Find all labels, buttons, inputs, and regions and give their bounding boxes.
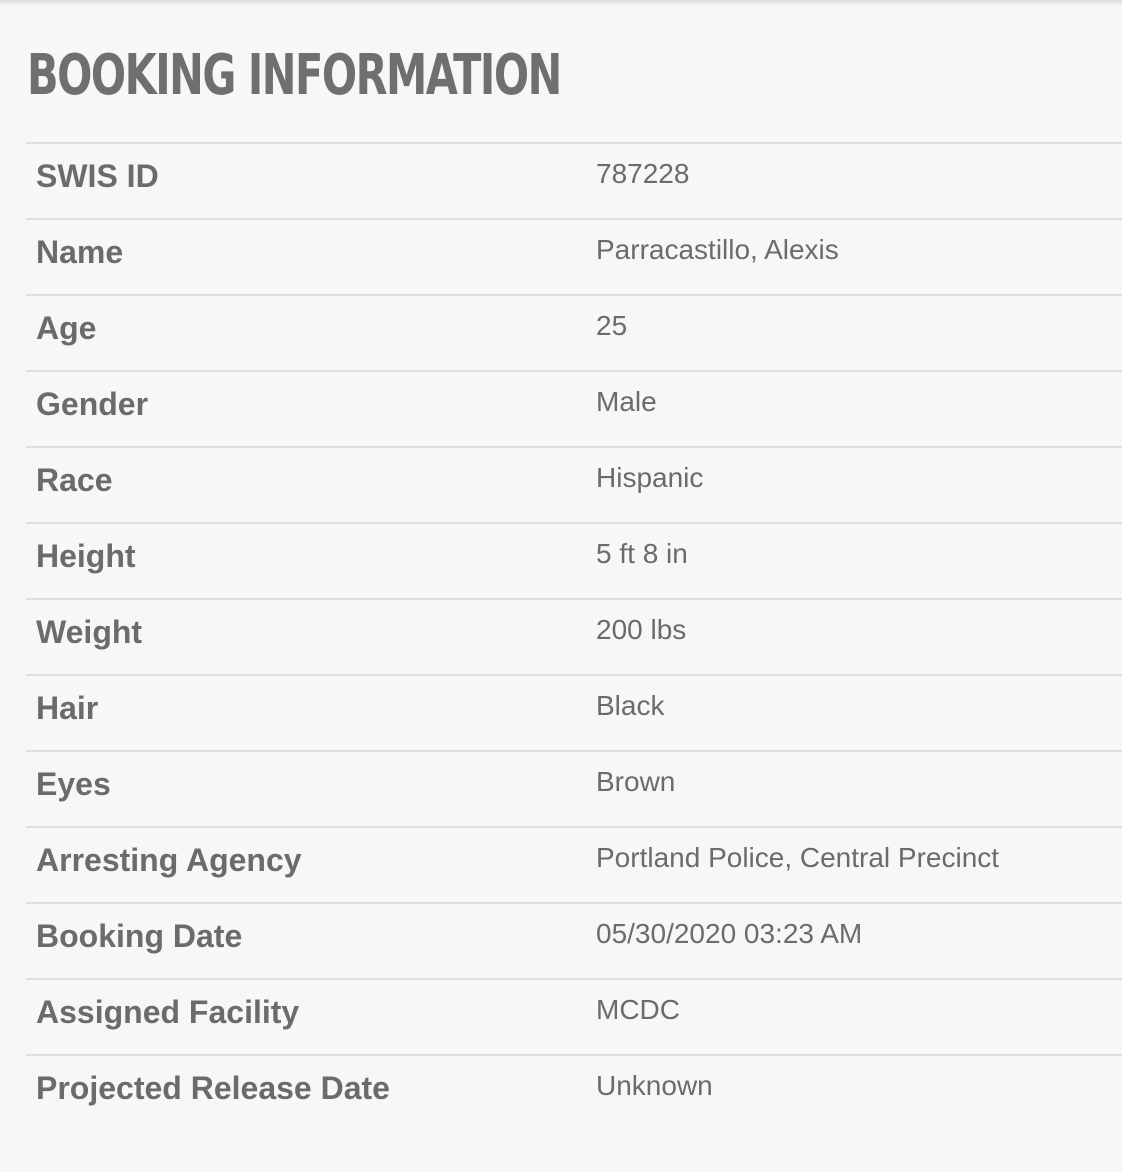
row-value: 5 ft 8 in (596, 538, 688, 569)
table-row-name (26, 220, 1122, 296)
row-value: Male (596, 386, 657, 417)
table-row-gender (26, 372, 1122, 448)
row-label: Hair (36, 690, 99, 726)
row-label: Height (36, 538, 136, 574)
table-row-eyes (26, 752, 1122, 828)
row-value: 25 (596, 310, 628, 341)
table-row-assigned-facility (26, 980, 1122, 1056)
row-value: Unknown (596, 1070, 713, 1101)
row-value: Brown (596, 766, 676, 797)
table-row-arresting-agency (26, 828, 1122, 904)
row-label: Gender (36, 386, 149, 422)
row-label: Booking Date (36, 918, 243, 954)
row-label: Assigned Facility (36, 994, 300, 1030)
table-row-swis-id (26, 144, 1122, 220)
row-value: MCDC (596, 994, 680, 1025)
table-row-age (26, 296, 1122, 372)
table-row-race (26, 448, 1122, 524)
row-label: Projected Release Date (36, 1070, 390, 1106)
row-label: Name (36, 234, 124, 270)
row-value: 787228 (596, 158, 690, 189)
table-row-hair (26, 676, 1122, 752)
row-label: SWIS ID (36, 158, 159, 194)
row-value: 200 lbs (596, 614, 687, 645)
row-value: 05/30/2020 03:23 AM (596, 918, 863, 949)
row-value: Portland Police, Central Precinct (596, 842, 1000, 873)
row-label: Weight (36, 614, 143, 650)
booking-info-table (26, 142, 1122, 1130)
row-value: Hispanic (596, 462, 704, 493)
row-label: Age (36, 310, 97, 346)
row-label: Arresting Agency (36, 842, 302, 878)
table-row-weight (26, 600, 1122, 676)
table-row-height (26, 524, 1122, 600)
page-title: BOOKING INFORMATION (27, 43, 561, 108)
top-shadow (0, 0, 1122, 6)
table-row-projected-release-date (26, 1056, 1122, 1130)
row-label: Eyes (36, 766, 111, 802)
row-value: Black (596, 690, 665, 721)
table-row-booking-date (26, 904, 1122, 980)
row-label: Race (36, 462, 113, 498)
row-value: Parracastillo, Alexis (596, 234, 839, 265)
